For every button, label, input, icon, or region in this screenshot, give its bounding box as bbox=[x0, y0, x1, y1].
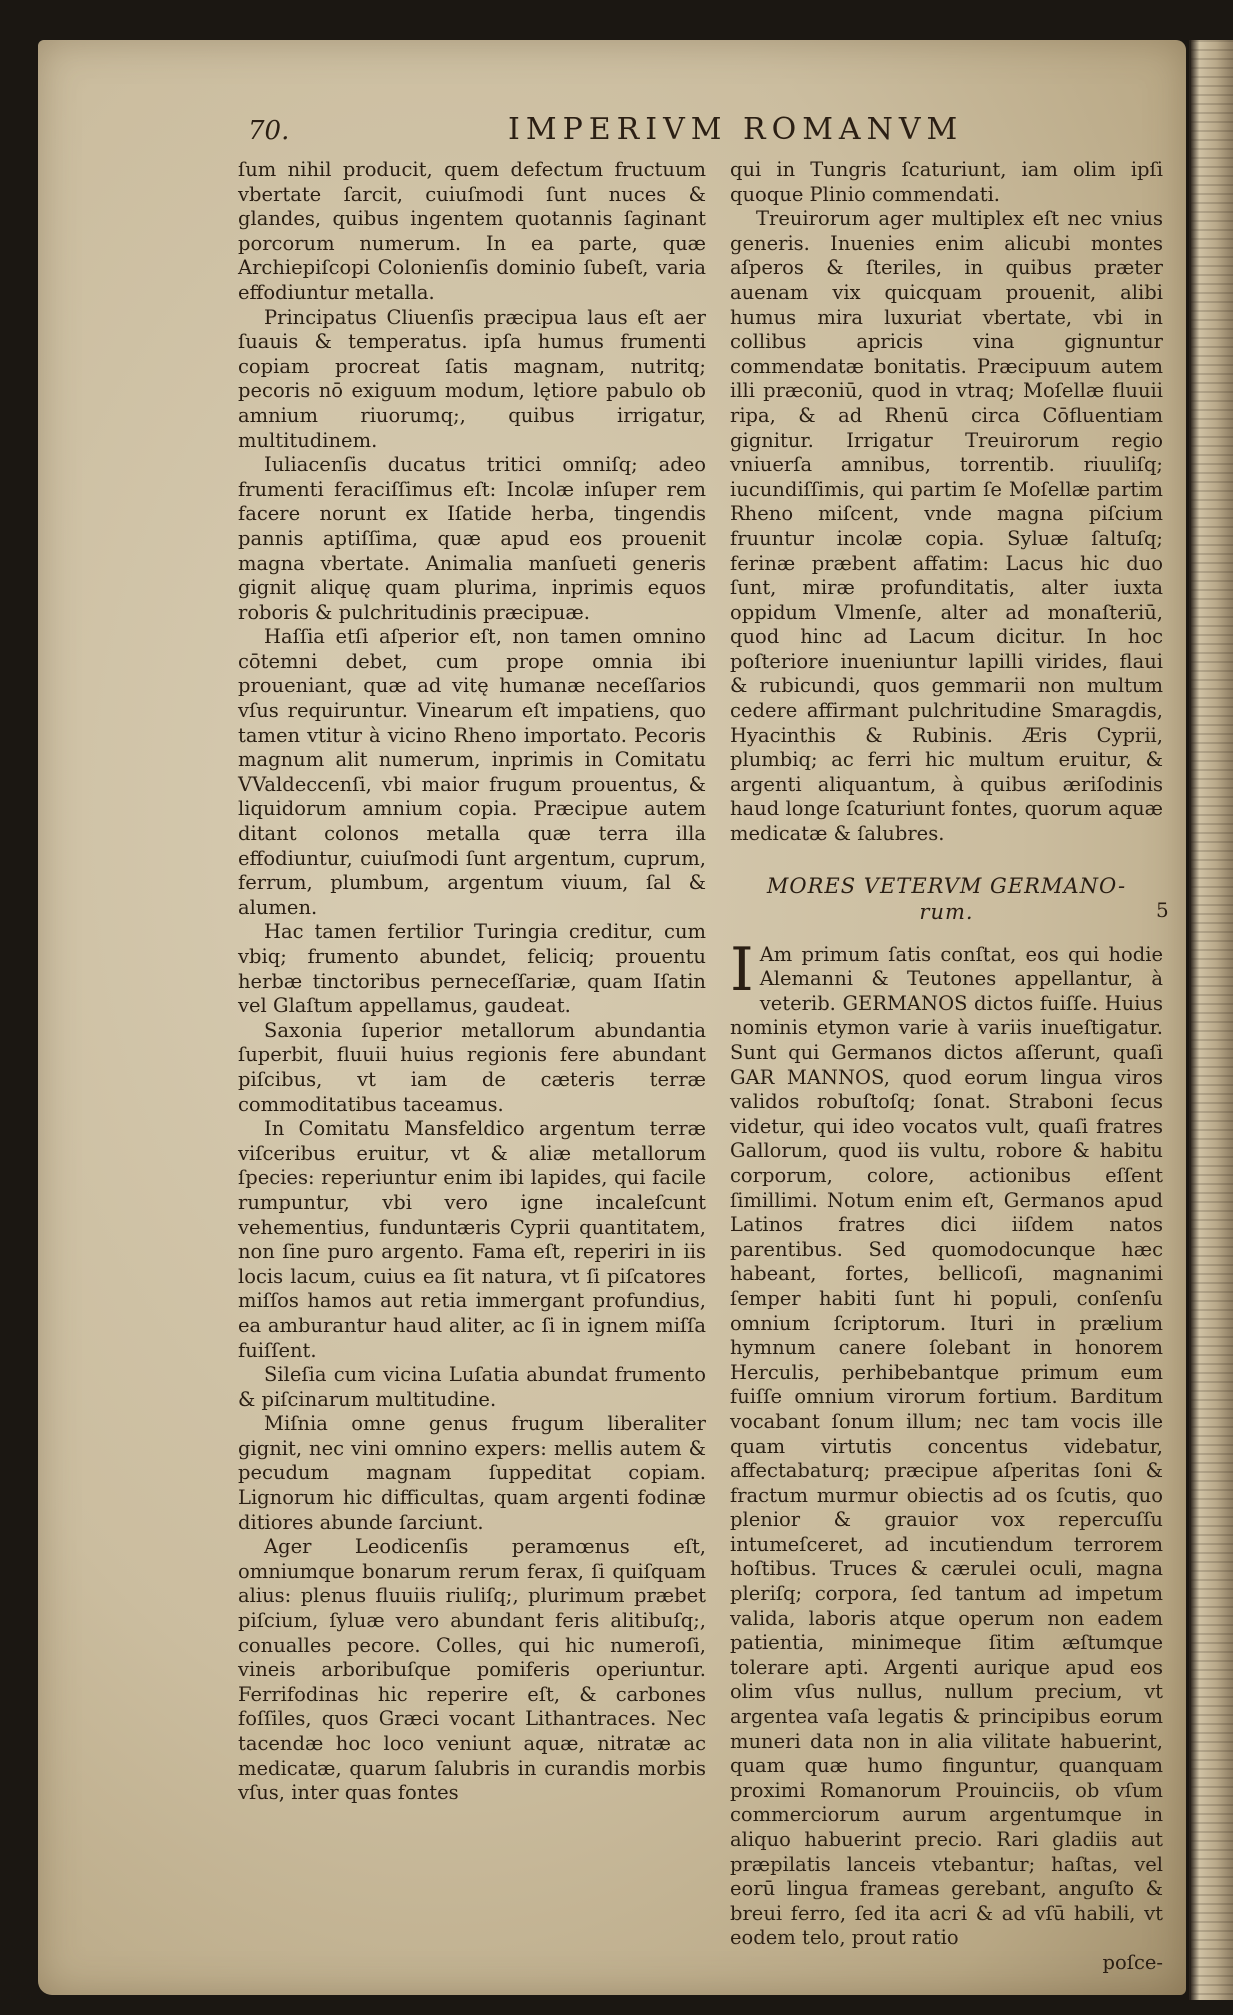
drop-cap: I bbox=[730, 934, 754, 1005]
running-head: IMPERIVM ROMANVM bbox=[508, 112, 964, 147]
paragraph-saxonia: Saxonia ſuperior metallorum abundantia ſuperbit, fluuii huius regionis fere abundant piſcibus, vt iam de cæteris terræ commoditatibus taceamus. bbox=[238, 1018, 706, 1116]
paragraph-treuirorum: Treuirorum ager multiplex eſt nec vnius generis. Inuenies enim alicubi montes aſperos & ſteriles, in quibus præter auenam vix quicquam prouenit, alibi humus mira luxuriat vbertate, vbi in collibus apricis vina gignuntur commendatæ bonitatis. Præcipuum autem illi præconiū, quod in vtraq; Moſellæ fluuii ripa, & ad Rhenū circa Cōfluentiam gignitur. Irrigatur Treuirorum regio vniuerſa amnibus, torrentib. riuuliſq; iucundiſſimis, qui partim ſe Moſellæ partim Rheno miſcent, vnde magna piſcium fruuntur incolæ copia. Syluæ ſaltuſq; ferinæ præbent affatim: Lacus hic duo ſunt, miræ profunditatis, alter iuxta oppidum Vlmenſe, alter ad monaſteriū, quod hinc ad Lacum dicitur. In hoc poſteriore inueniuntur lapilli virides, flaui & rubicundi, quos gemmarii non multum cedere affirmant pulchritudine Smaragdis, Hyacinthis & Rubinis. Æris Cyprii, plumbiq; ac ferri hic multum eruitur, & argenti aliquantum, à quibus æriſodinis haud longe ſcaturiunt fontes, quorum aquæ medicatæ & ſalubres. bbox=[730, 207, 1163, 846]
section-heading-line-1: MORES VETERVM GERMANO- bbox=[766, 873, 1127, 898]
paragraph-misnia: Miſnia omne genus frugum liberaliter gignit, nec vini omnino expers: mellis autem & pecudum magnam ſuppeditat copiam. Lignorum hic difficultas, quam argenti fodinæ ditiores abunde ſarciunt. bbox=[238, 1412, 706, 1534]
paragraph-tungris: qui in Tungris ſcaturiunt, iam olim ipſi quoque Plinio commendati. bbox=[730, 158, 1163, 206]
paragraph-mansfeldico: In Comitatu Mansfeldico argentum terræ viſceribus eruitur, vt & aliæ metallorum ſpecies: reperiuntur enim ibi lapides, qui facile rumpuntur, vbi vero igne incaleſcunt vehementius, funduntæris Cyprii quantitatem, non ſine puro argento. Fama eſt, reperiri in iis locis lacum, cuius ea ſit natura, vt ſi piſcatores miſſos hamos aut retia immergant profundius, ea amburantur haud aliter, ac ſi in ignem miſſa fuiſſent. bbox=[238, 1117, 706, 1362]
section-heading bbox=[730, 873, 1163, 925]
page-header bbox=[38, 112, 1186, 152]
facing-page-text-texture bbox=[1191, 40, 1233, 2000]
paragraph-hassia: Haſſia etſi aſperior eſt, non tamen omnino cōtemni debet, cum prope omnia ibi proueniant, quæ ad vitę humanæ neceſſarios vſus requiruntur. Vinearum eſt impatiens, quo tamen vtitur à vicino Rheno importato. Pecoris magnum alit numerum, inprimis in Comitatu VValdeccenſi, vbi maior frugum prouentus, & liquidorum amnium copia. Præcipue autem ditant colonos metalla quæ terra illa effodiuntur, cuiuſmodi ſunt argentum, cuprum, ferrum, plumbum, argentum viuum, ſal & alumen. bbox=[238, 625, 706, 919]
paragraph-mores bbox=[730, 934, 1163, 1951]
right-column bbox=[730, 158, 1163, 1976]
margin-note: 5 bbox=[1156, 898, 1169, 922]
paragraph-cliuensis: Principatus Cliuenſis præcipua laus eſt aer ſuauis & temperatus. ipſa humus frumenti copiam procreat ſatis magnam, nutritq; pecoris nō exiguum modum, lętiore pabulo ob amnium riuorumq;, quibus irrigatur, multitudinem. bbox=[238, 305, 706, 452]
page-number: 70. bbox=[248, 116, 290, 146]
paragraph-leodicensis: Ager Leodicenſis peramœnus eſt, omniumque bonarum rerum ferax, ſi quiſquam alius: plenus fluuiis riuliſq;, plurimum præbet piſcium, ſyluæ vero abundant feris alitibuſq;, conualles pecore. Colles, qui hic numeroſi, vineis arboribuſque pomiferis operiuntur. Ferrifodinas hic reperire eſt, & carbones foſſiles, quos Græci vocant Lithantraces. Nec tacendæ hoc loco veniunt aquæ, nitratæ ac medicatæ, quarum ſalubris in curandis morbis vſus, inter quas fontes bbox=[238, 1535, 706, 1805]
paragraph-mores-text: Am primum ſatis conſtat, eos qui hodie Alemanni & Teutones appellantur, à veterib. GERMANOS dictos fuiſſe. Huius nominis etymon varie à variis inueſtigatur. Sunt qui Germanos dictos aſſerunt, quaſi GAR MANNOS, quod eorum lingua viros validos robuſtoſq; ſonat. Straboni ſecus videtur, qui ideo vocatos vult, quaſi fratres Gallorum, quod iis vultu, robore & habitu corporum, colore, actionibus eſſent ſimillimi. Notum enim eſt, Germanos apud Latinos fratres dici iiſdem natos parentibus. Sed quomodocunque hæc habeant, fortes, bellicoſi, magnanimi ſemper habiti ſunt hi populi, conſenſu omnium ſcriptorum. Ituri in prælium hymnum canere ſolebant in honorem Herculis, perhibebantque primum eum fuiſſe omnium virorum fortium. Barditum vocabant ſonum illum; nec tam vocis ille quam virtutis concentus videbatur, affectabaturq; præcipue aſperitas ſoni & fractum murmur obiectis ad os ſcutis, quo plenior & grauior vox repercuſſu intumeſceret, ad incutiendum terrorem hoſtibus. Truces & cærulei oculi, magna pleriſq; corpora, ſed tantum ad impetum valida, laboris atque operum non eadem patientia, minimeque ſitim æſtumque tolerare apti. Argenti aurique apud eos olim vſus nullus, nullum precium, vt argentea vaſa legatis & principibus eorum muneri data non in alia vilitate habuerint, quam quæ humo finguntur, quanquam proximi Romanorum Prouinciis, ob vſum commerciorum aurum argentumque in aliquo habuerint precio. Rari gladiis aut præpilatis lanceis vtebantur; haſtas, vel eorū lingua frameas gerebant, anguſto & breui ferro, ſed ita acri & ad vſū habili, vt eodem telo, prout ratio bbox=[730, 942, 1163, 1950]
paragraph-1: ſum nihil producit, quem defectum fructuum vbertate ſarcit, cuiuſmodi ſunt nuces & glandes, quibus ingentem quotannis ſaginant porcorum numerum. In ea parte, quæ Archiepiſcopi Colonienſis dominio ſubeſt, varia effodiuntur metalla. bbox=[238, 158, 706, 304]
left-column bbox=[238, 158, 706, 1806]
section-heading-line-2: rum. bbox=[919, 899, 974, 924]
book-page bbox=[38, 40, 1186, 1995]
paragraph-iuliacensis: Iuliacenſis ducatus tritici omniſq; adeo frumenti feraciſſimus eſt: Incolæ inſuper rem facere norunt ex Iſatide herba, tingendis pannis aptiſſima, quæ apud eos prouenit magna vbertate. Animalia manſueti generis gignit aliquę quam plurima, inprimis equos roboris & pulchritudinis præcipuæ. bbox=[238, 453, 706, 624]
facing-page-edge bbox=[1189, 40, 1233, 2000]
paragraph-turingia: Hac tamen fertilior Turingia creditur, cum vbiq; frumento abundet, feliciq; prouentu herbæ tinctoribus perneceſſariæ, quam Iſatin vel Glaſtum appellamus, gaudeat. bbox=[238, 920, 706, 1018]
paragraph-silesia: Sileſia cum vicina Luſatia abundat frumento & piſcinarum multitudine. bbox=[238, 1363, 706, 1411]
catchword: poſce- bbox=[1102, 1950, 1163, 1974]
